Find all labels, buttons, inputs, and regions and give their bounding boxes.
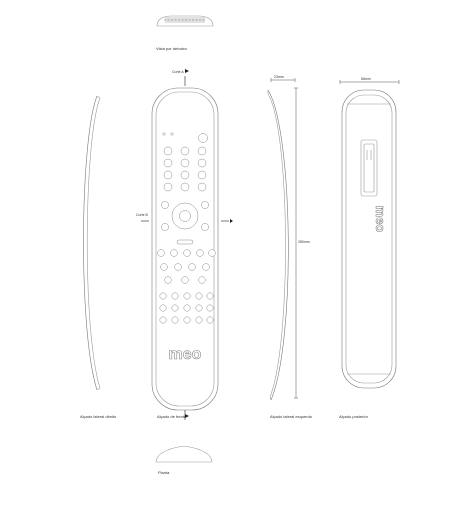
function-button: [189, 264, 196, 271]
function-button: [158, 250, 165, 257]
function-button: [199, 277, 206, 284]
right-side-elevation-label: Alçado lateral direito: [80, 414, 117, 419]
number-button: [181, 171, 189, 179]
number-button: [164, 171, 172, 179]
menu-pill-button: [177, 240, 193, 244]
media-button: [172, 293, 178, 299]
keypad-button: [198, 183, 206, 191]
power-button: [199, 134, 208, 143]
length-dimension: 280mm: [298, 240, 310, 244]
function-button: [203, 264, 210, 271]
back-elevation-label: Alçado posterior: [339, 414, 368, 419]
color-button: [160, 317, 166, 323]
function-button: [184, 250, 191, 257]
front-brand-logo: meo: [168, 346, 202, 363]
indicator-dot: [163, 133, 165, 135]
color-button: [172, 317, 178, 323]
media-button: [172, 305, 178, 311]
thickness-dimension: 23mm: [274, 75, 284, 79]
number-button: [181, 183, 189, 191]
left-side-elevation-label: Alçado lateral esquerdo: [270, 414, 313, 419]
function-button: [165, 277, 172, 284]
media-button: [196, 293, 202, 299]
keypad-button: [164, 183, 172, 191]
bottom-view-drawing: [157, 16, 213, 26]
plan-view-label: Planta: [158, 470, 170, 475]
back-elevation-drawing: [342, 90, 396, 388]
media-button: [207, 293, 213, 299]
right-side-elevation-drawing: [83, 96, 100, 390]
number-button: [198, 147, 206, 155]
back-brand-logo: meo: [373, 205, 388, 233]
number-button: [181, 159, 189, 167]
nav-side-button: [201, 223, 208, 230]
media-button: [160, 293, 166, 299]
function-button: [175, 264, 182, 271]
media-button: [184, 293, 190, 299]
left-side-elevation-drawing: [268, 90, 288, 400]
number-button: [181, 147, 189, 155]
media-button: [196, 305, 202, 311]
section-b-label: Corte B: [136, 213, 148, 217]
media-button: [184, 305, 190, 311]
number-button: [164, 159, 172, 167]
indicator-dot: [171, 133, 173, 135]
function-button: [161, 264, 168, 271]
front-elevation-label: Alçado de frente: [157, 414, 187, 419]
media-button: [160, 305, 166, 311]
number-button: [198, 171, 206, 179]
nav-side-button: [201, 201, 208, 208]
plan-view-drawing: [156, 446, 212, 462]
color-button: [184, 317, 190, 323]
function-button: [182, 277, 189, 284]
section-a-label: Corte A: [172, 70, 184, 74]
ok-button: [180, 211, 191, 222]
function-button: [209, 250, 216, 257]
media-button: [207, 305, 213, 311]
color-button: [196, 317, 202, 323]
number-button: [198, 159, 206, 167]
color-button: [207, 317, 213, 323]
nav-side-button: [161, 201, 168, 208]
number-button: [164, 147, 172, 155]
nav-side-button: [161, 223, 168, 230]
function-button: [197, 250, 204, 257]
function-button: [171, 250, 178, 257]
bottom-view-label: Vista por debaixo: [156, 46, 187, 51]
width-dimension: 56mm: [361, 77, 371, 81]
